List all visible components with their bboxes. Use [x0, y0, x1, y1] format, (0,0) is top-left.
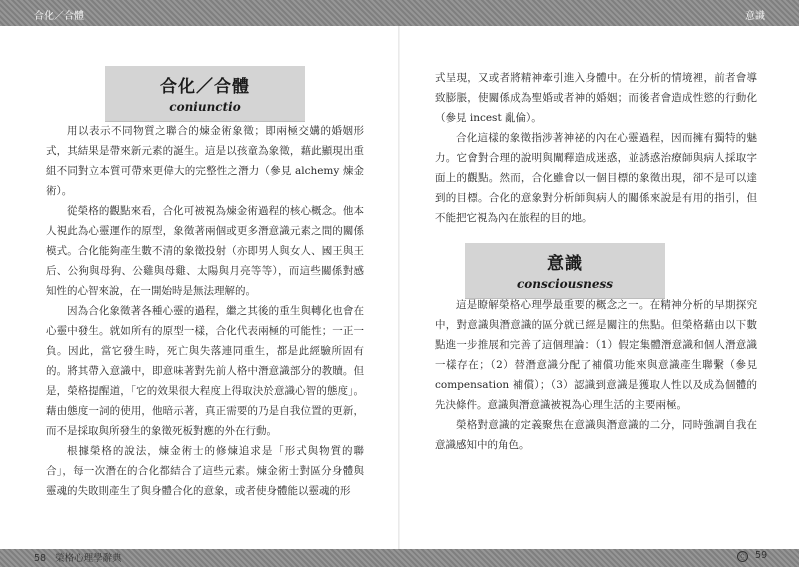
paragraph: 合化這樣的象徵指涉著神祕的內在心靈過程，因而擁有獨特的魅力。它會對合理的說明與闡釋造成迷惑，並誘惑治療師與病人採取字面上的觀點。然而，合化雖會以一個目標的象徵出現，卻不是可以達到的目標。合化的意象對分析師與病人的關係來說是有用的指引，但不能把它視為內在旅程的目的地。 [435, 132, 757, 224]
continued-body [435, 68, 757, 228]
top-header-band [0, 0, 799, 26]
running-head-right: 意識 [745, 11, 765, 22]
page-number: 59 [755, 550, 768, 561]
page-number: 58 [34, 553, 47, 564]
entry-latin-term: coniunctio [169, 100, 241, 114]
paragraph: 根據榮格的說法，煉金術士的修煉追求是「形式與物質的聯合」，每一次潛在的合化都結合了這些元素。煉金術士對區分身體與靈魂的失敗則產生了與身體合化的意象，或者使身體能以靈魂的形 [46, 445, 364, 497]
copyright-circle-icon: Ⓒ [738, 552, 747, 561]
right-page [399, 26, 799, 561]
entry-body [46, 121, 364, 501]
paragraph: 用以表示不同物質之聯合的煉金術象徵；即兩極交媾的婚姻形式，其結果是帶來新元素的誕生。這是以孩童為象徵，藉此顯現出重組不同對立本質可帶來更偉大的完整性之潛力（參見 alchemy 煉金術）。 [46, 125, 364, 197]
entry-title: 合化／合體 [160, 77, 250, 97]
paragraph: 因為合化象徵著各種心靈的過程，繼之其後的重生與轉化也會在心靈中發生。就如所有的原型一樣，合化代表兩極的可能性；一正一負。因此，當它發生時，死亡與失落連同重生，都是此經驗所固有的。將其帶入意識中，即意味著對先前人格中潛意識部分的教贖。但是，榮格提醒道，「它的效果很大程度上得取決於意識心智的態度」。藉由態度一詞的使用，他暗示著，真正需要的乃是自我位置的更新，而不是採取與所發生的象徵死板對應的外在行動。 [46, 305, 364, 437]
entry-heading-coniunctio [105, 66, 305, 122]
entry-heading-consciousness [465, 243, 665, 299]
running-head-left: 合化／合體 [34, 11, 84, 22]
folio-right [737, 550, 767, 562]
paragraph: 這是瞭解榮格心理學最重要的概念之一。在精神分析的早期探究中，對意識與潛意識的區分就已經是關注的焦點。但榮格藉由以下數點進一步推展和完善了這個理論：（1）假定集體潛意識和個人潛意識一樣存在；（2）替潛意識分配了補償功能來與意識產生聯繫（參見 compensation 補償）；（3）認識到意識是獲取人性以及成為個體的先決條件。意識與潛意識被視為心理生活的主要兩極。 [435, 299, 757, 411]
book-title: 榮格心理學辭典 [55, 553, 122, 564]
entry-body [435, 295, 757, 455]
entry-latin-term: consciousness [516, 277, 613, 291]
left-page [0, 26, 399, 564]
entry-title: 意識 [547, 254, 583, 274]
folio-left [34, 550, 122, 564]
paragraph: 式呈現，又或者將精神牽引進入身體中。在分析的情境裡，前者會導致膨脹，使關係成為聖婚或者神的婚姻；而後者會造成性慾的行動化（參見 incest 亂倫）。 [435, 72, 757, 124]
paragraph: 榮格對意識的定義聚焦在意識與潛意識的二分，同時強調自我在意識感知中的角色。 [435, 419, 757, 451]
paragraph: 從榮格的觀點來看，合化可被視為煉金術過程的核心概念。他本人視此為心靈運作的原型，象徵著兩個或更多潛意識元素之間的關係模式。合化能夠產生數不清的象徵投射（亦即男人與女人、國王與王后、公狗與母狗、公雞與母雞、太陽與月亮等等），而這些關係對感知性的心智來說，在一開始時是無法理解的。 [46, 205, 364, 297]
